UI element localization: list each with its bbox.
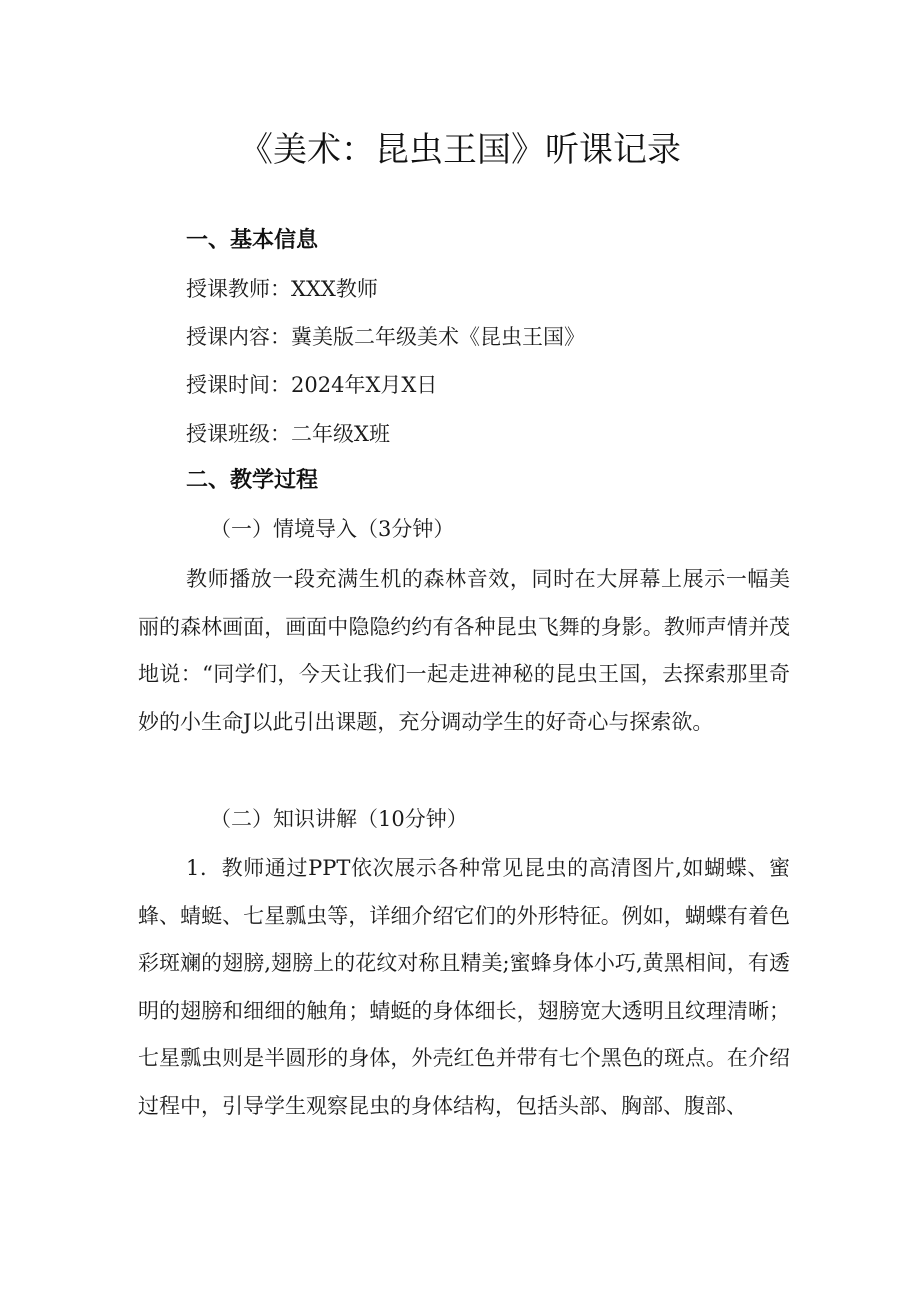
subsection-heading-knowledge: （二）知识讲解（10分钟） [210,807,468,831]
page-title: 《美术：昆虫王国》听课记录 [239,130,681,170]
subsection-heading-intro: （一）情境导入（3分钟） [210,517,455,541]
time-line: 授课时间：2024年X月X日 [186,373,438,397]
content-line: 授课内容：冀美版二年级美术《昆虫王国》 [186,325,585,349]
class-line: 授课班级：二年级X班 [186,422,390,446]
section-heading-teaching-process: 二、教学过程 [186,468,319,493]
paragraph-knowledge: 1．教师通过PPT依次展示各种常见昆虫的高清图片,如蝴蝶、蜜蜂、蜻蜓、七星瓢虫等，详细介绍它们的外形特征。例如，蝴蝶有着色彩斑斓的翅膀,翅膀上的花纹对称且精美;蜜蜂身体小巧,黄黑相间，有透明的翅膀和细细的触角；蜻蜓的身体细长，翅膀宽大透明且纹理清晰；七星瓢虫则是半圆形的身体，外壳红色并带有七个黑色的斑点。在介绍过程中，引导学生观察昆虫的身体结构，包括头部、胸部、腹部、 [138,856,790,1118]
paragraph-intro: 教师播放一段充满生机的森林音效，同时在大屏幕上展示一幅美丽的森林画面，画面中隐隐约约有各种昆虫飞舞的身影。教师声情并茂地说：“同学们，今天让我们一起走进神秘的昆虫王国，去探索那里奇妙的小生命J以此引出课题，充分调动学生的好奇心与探索欲。 [138,567,790,734]
teacher-line: 授课教师：XXX教师 [186,277,378,301]
section-heading-basic-info: 一、基本信息 [186,228,319,253]
